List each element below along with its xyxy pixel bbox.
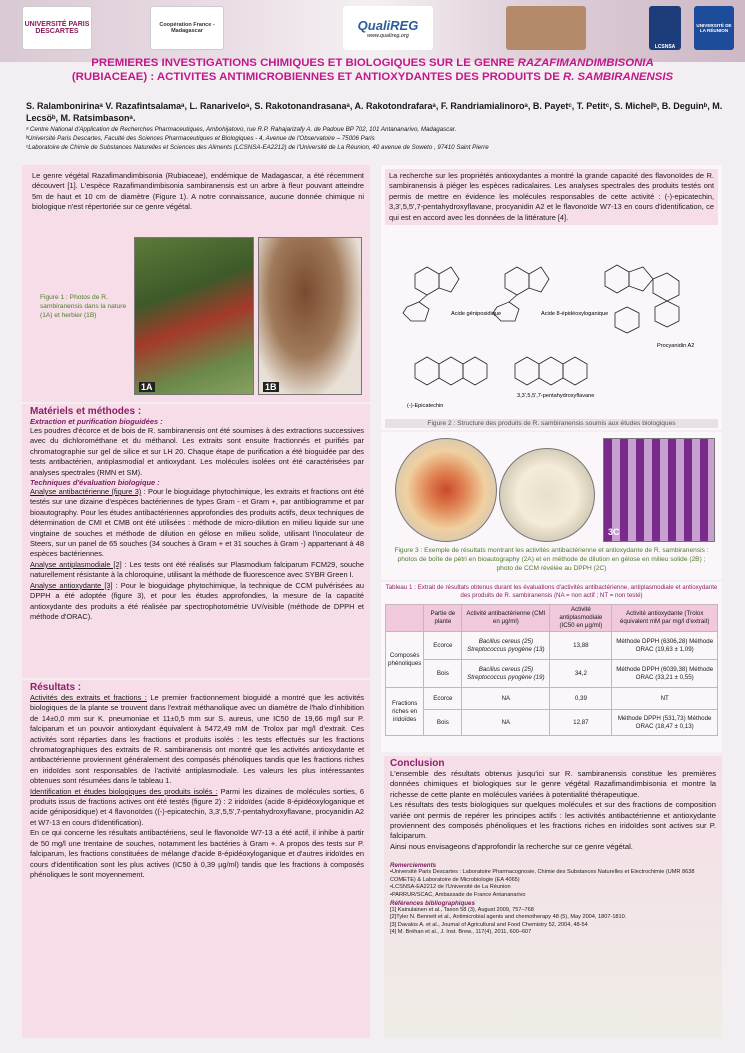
methods-antiplas-para (30, 560, 364, 581)
reference-item: [3] Davalos A. et al., Journal of Agricultural and Food Chemistry 52, 2004, 48-54 (390, 921, 588, 928)
table-header-antibac: Activité antibactérienne (CMI en µg/ml) (462, 605, 550, 632)
right-intro-text: La recherche sur les propriétés antioxydantes a montré la grande capacité des flavonoïdes de R. sambiranensis à piéger les espèces radicalaires. Les analyses spectrales des produits testés ont permis de mettre en évidence les molécules responsables de cette activité : (-)-epicatechin, 3,3',5,5',7-pentahydroxyflavane, procyanidin A2 et le flavonoïde W7-13 en cours d'identification, ce qui est en accord avec les données de la littérature [4]. (385, 169, 718, 225)
antiox-label: Analyse antioxydante [3] (30, 580, 113, 590)
figure3-panel (381, 432, 722, 580)
methods-title: Matériels et méthodes : (30, 406, 142, 417)
table-header-antiox: Activité antioxydante (Trolox équivalent mM par mg/l d'extrait) (612, 605, 718, 632)
logo-paris-descartes: UNIVERSITÉ PARIS DESCARTES (22, 6, 92, 50)
intro-panel (22, 165, 370, 402)
table-cell-antiox: Méthode DPPH (6039,38) Méthode ORAC (33,21 ± 0,55) (612, 660, 718, 688)
results-products-label: Identification et études biologiques des produits isolés : (30, 786, 218, 796)
table-header-part: Partie de plante (424, 605, 462, 632)
title-line1-italic: RAZAFIMANDIMBISONIA (517, 57, 654, 69)
logo-qualireg (343, 6, 433, 50)
methods-antiox-para (30, 581, 364, 623)
acknowledgement-item: •Université Paris Descartes : Laboratoire Pharmacognosie, Chimie des Substances Naturelles et Electrochimie (UMR 8638 COMETE) & Laboratoire de Microbiologie (EA 4065) (390, 869, 695, 883)
figure2-label-epideoxyloganique: Acide 8-épidéoxyloganique (541, 311, 609, 317)
map-logo (506, 6, 586, 50)
title-line2-italic: R. SAMBIRANENSIS (562, 71, 674, 83)
affiliations (26, 125, 726, 152)
table-row (386, 688, 718, 710)
results-table (385, 604, 718, 736)
figure2-label-epicatechin: (-)-Epicatechin (407, 403, 444, 409)
right-intro-panel (381, 165, 722, 430)
conclusion-text-2: Les résultats des tests biologiques sur quelques molécules et sur des fractions de composition variée ont permis de repérer les principes actifs : les activités antibactérienne et antioxydante proviennent des composés phénoliques et les fractions riches en iridoïdes sont actives sur P. falciparum. (390, 800, 716, 841)
table-cell-antiplas: 0,39 (550, 688, 612, 710)
results-antibac-text: En ce qui concerne les résultats antibactériens, seul le flavonoïde W7-13 a été actif, il inhibe à partir de 50 mg/l une trentaine de souches, notamment les bactéries à Gram +. A propos des tests sur P. falciparum, les fractions constituées de mélange d'acide 8-épidéoxyloganique et d'autres iridoïdes en cours d'identification sont les plus actives (IC50 à 0,39 µg/ml) tandis que les fractions à composés phénoliques le sont moyennement. (30, 828, 364, 879)
table-row (386, 660, 718, 688)
results-extracts-text: Le premier fractionnement bioguidé a montré que les activités biologiques de la plante se trouvent dans l'extrait méthanolique avec un diamètre de l'halo d'inhibition de 14±0,0 mm sur K. pneumoniae et 11±0,5 mm sur S. aureus, une IC50 de 19,66 mg/l sur P. falciparum et un pouvoir antioxydant équivalent à 5472,49 mM de Trolox par mg/l d'extrait. Ces activités sont réparties dans les fractions et produits isolés : les tests effectués sur les fractions chromatographiques des extraits de R. sambiranensis ont montré que les activités antioxydante et antibactérienne proviennent généralement des composés phénoliques tandis que les fractions riches en iridoïdes sont responsables de l'activité antiplasmodiale. Les valeurs les plus intéressantes obtenues sont résumées dans le tableau 1. (30, 693, 365, 786)
reference-item: [4] M. Bréhan et al., J. Inst. Brew., 117(4), 2011, 600–607 (390, 929, 532, 936)
table-cell-part: Bois (424, 710, 462, 736)
methods-sub-extraction: Extraction et purification bioguidées : (30, 417, 163, 426)
figure3-photo-dilution (499, 448, 595, 542)
antibac-text: : Pour le bioguidage phytochimique, les extraits et fractions ont été testés sur une dizaine d'espèces bactériennes de types Gram - et Gram +, par antibiogramme et par bioautography. Pour les études antibactériennes approfondies des produits actifs, deux techniques de détermination de CMI et CMB ont été utilisées : méthode de micro-dilution en milieu liquide sur une vingtaine de souches et méthode de dilution en gélose en milieu solide, utilisant l'inoculateur de Steers, sur un panel de 65 souches (34 souches à Gram + et 31 souches à Gram -) appartenant à 48 espèces bactériennes. (30, 487, 365, 559)
table-group-iridoides: Fractions riches en iridoïdes (386, 688, 424, 736)
table-header-antiplas: Activité antiplasmodiale (IC50 en µg/ml) (550, 605, 612, 632)
figure2-structures (387, 247, 717, 417)
intro-text: Le genre végétal Razafimandimbisonia (Rubiaceae), endémique de Madagascar, a été récemment découvert [1]. L'espèce Razafimandimbisonia sambiranensis est un arbre à fleur pouvant atteindre 5m de haut et 10 cm de diamètre (Figure 1). A notre connaissance, aucune donnée chimique ni biologique n'est répertoriée sur ce genre végétal. (32, 171, 364, 212)
figure1-photo-herbier (258, 237, 362, 395)
table-row (386, 632, 718, 660)
figure1-label-a: 1A (141, 382, 153, 392)
antibac-label: Analyse antibactérienne (figure 3) (30, 487, 142, 497)
table-cell-antiplas: 12,87 (550, 710, 612, 736)
figure3-photo-ccm (603, 438, 715, 542)
table-cell-antibac: Bacillus cereus (25) Streptococcus pyogène (13) (462, 632, 550, 660)
methods-panel (22, 404, 370, 678)
table-cell-antiplas: 13,88 (550, 632, 612, 660)
title-line2: (RUBIACEAE) : ACTIVITES ANTIMICROBIENNES ET ANTIOXYDANTES DES PRODUITS DE (71, 71, 563, 83)
table-cell-antiplas: 34,2 (550, 660, 612, 688)
table-section (381, 582, 722, 752)
results-extracts-label: Activités des extraits et fractions : (30, 693, 147, 702)
acknowledgement-item: •LCSNSA-EA2212 de l'Université de La Réunion (390, 884, 511, 891)
conclusion-title: Conclusion (390, 758, 445, 769)
figure1-caption: Figure 1 : Photos de R. sambiranensis dans la nature (1A) et herbier (1B) (40, 294, 127, 319)
antiox-text: : Pour le bioguidage phytochimique, la technique de CCM pulvérisées au DPPH a été adoptée (figure 3), et pour les études approfondies, la mesure de la capacité antioxydante des produits a été réalisée par spectrophotométrie UV/visible (méthode de DPPH et méthode d'ORAC). (30, 580, 364, 621)
conclusion-text-3: Ainsi nous envisageons d'approfondir la recherche sur ce genre végétal. (390, 841, 633, 851)
table-cell-antiox: Méthode DPPH (6306,28) Méthode ORAC (19,63 ± 1,09) (612, 632, 718, 660)
affiliation-b: ᵇUniversité Paris Descartes, Faculté des Sciences Pharmaceutiques et Biologiques - 4, Avenue de l'Observatoire – 75006 Paris (26, 135, 375, 142)
table-cell-part: Bois (424, 660, 462, 688)
conclusion-text-1: L'ensemble des résultats obtenus jusqu'ici sur R. sambiranensis constitue les premières données chimiques et biologiques sur le genre végétal Razafimandimbisonia et montre la richesse de cette plante en molécules variées à potentialité thérapeutique. (390, 769, 716, 799)
table-cell-antibac: NA (462, 688, 550, 710)
table-cell-antiox: NT (612, 688, 718, 710)
logo-cooperation: Coopération France - Madagascar (150, 6, 224, 50)
table-group-phenoliques: Composés phénoliques (386, 632, 424, 688)
qualireg-url: www.qualireg.org (367, 32, 409, 39)
conclusion-panel (384, 756, 722, 1038)
table-cell-antibac: Bacillus cereus (25) Streptococcus pyogène (19) (462, 660, 550, 688)
results-title: Résultats : (30, 682, 82, 693)
figure3-photo-bioautography (395, 438, 497, 542)
affiliation-a: ᵃ Centre National d'Application de Recherches Pharmaceutiques, Ambohijatovo, rue R.P. Rahajarizafy A. de Padoue BP 702, 101 Antananarivo, Madagascar. (26, 126, 457, 133)
table-header-row (386, 605, 718, 632)
antiplas-label: Analyse antiplasmodiale [2] (30, 559, 122, 569)
figure1-label-b: 1B (265, 382, 277, 392)
reference-item: [1] Kainulainen et al., Taxon 58 (3), August 2009, 757–768 (390, 906, 534, 913)
references-title: Références bibliographiques (390, 899, 475, 907)
figure2-label-pentahydroxyflavane: 3,3',5,5',7-pentahydroxyflavane (517, 393, 595, 399)
results-products-para (30, 787, 364, 829)
title-line1: PREMIERES INVESTIGATIONS CHIMIQUES ET BIOLOGIQUES SUR LE GENRE (91, 57, 518, 69)
poster-title (20, 56, 725, 84)
qualireg-name: QualiREG (357, 17, 419, 33)
header-banner (0, 0, 745, 62)
figure3-label-a: 3A (402, 525, 414, 535)
table-cell-part: Ecorce (424, 688, 462, 710)
logo-lcsnsa: LCSNSA (649, 6, 681, 50)
figure3-caption: Figure 3 : Exemple de résultats montrant les activités antibactérienne et antioxydante de R. sambiranensis : photos de boîte de pétri en bioautography (2A) et en méthode de dilution en gélose en milieu solide (2B) ; photo de CCM révélée au DPPH (2C) (394, 547, 709, 572)
authors: S. Ralambonirinaᵃ V. Razafintsalamaᵃ, L. Ranariveloᵃ, S. Rakotonandrasanaᵃ, A. Rakotondrafaraᵃ, F. Randriamialinoroᵃ, B. Payetᶜ, T. Petitᶜ, S. Michelᵇ, B. Deguinᵇ, M. Lecsöᵇ, M. Ratsimbasonᵃ. (26, 101, 723, 123)
acknowledgements-title: Remerciements (390, 862, 437, 870)
affiliation-c: ᶜLaboratoire de Chimie de Substances Naturelles et Sciences des Aliments (LCSNSA-EA2212) de l'Université de La Réunion, 40 avenue de Soweto , 97410 Saint Pierre (26, 144, 489, 151)
reference-item: [2]Tyler N. Bennett et al., Antimicrobial agents and chemotherapy 48 (5), May 2004, 1807-1810. (390, 914, 627, 921)
figure2-label-geniposidique: Acide géniposidique (451, 311, 502, 317)
figure2-label-procyanidin: Procyanidin A2 (657, 343, 695, 349)
logo-universite-reunion: UNIVERSITÉ DE LA RÉUNION (694, 6, 734, 50)
figure3-label-b: 3B (504, 527, 516, 537)
figure3-label-c: 3C (608, 527, 620, 537)
figure2-caption: Figure 2 : Structure des produits de R. sambiranensis soumis aux études biologiques (385, 419, 718, 428)
results-panel (22, 680, 370, 1038)
table-header-group (386, 605, 424, 632)
methods-extraction-text: Les poudres d'écorce et de bois de R. sambiranensis ont été soumises à des extractions successives avec du dichlorométhane et du méthanol. Les extraits sont ensuite fractionnés et purifiés par chromatographie sur gel de silice et sur LH 20. Chaque étape de purification a été bioguidée par des tests antibactérien, antiplasmodial et antioxydant. Les molécules isolées ont été caractérisées par analyses spectrales (RMN et SM). (30, 426, 364, 477)
results-extracts-para (30, 693, 364, 787)
table-cell-antiox: Méthode DPPH (531,73) Méthode ORAC (18,47 ± 0,13) (612, 710, 718, 736)
antiplas-text: : Les tests ont été réalisés sur Plasmodium falciparum FCM29, souche naturellement résistante à la chloroquine, utilisant la méthode de fluorescence avec SYBR Green I. (30, 559, 364, 580)
methods-sub-techniques: Techniques d'évaluation biologique : (30, 478, 160, 488)
table-cell-part: Ecorce (424, 632, 462, 660)
table-caption: Tableau 1 : Extrait de résultats obtenus durant les évaluations d'activités antibactérienne, antiplasmodiale et antioxydante des produits de R. sambiranensis (NA = non actif ; NT = non testé) (385, 584, 718, 599)
methods-antibac-para (30, 487, 364, 560)
figure1-photo-nature (134, 237, 254, 395)
table-cell-antibac: NA (462, 710, 550, 736)
acknowledgement-item: •PARRUR/SCAC, Ambassade de France Antananarivo (390, 892, 526, 899)
results-products-text: Parmi les dizaines de molécules sorties, 6 produits issus de fractions actives ont été testés (figure 2) : 2 iridoïdes (acide 8-épidéoxyloganique et acide géniposidique) et 4 flavonoïdes ((-)-epicatechin, 3,3',5,5',7-pentahydroxyflavane, procyanidin A2 et W7-13 en cours d'identification). (30, 786, 365, 827)
table-row (386, 710, 718, 736)
